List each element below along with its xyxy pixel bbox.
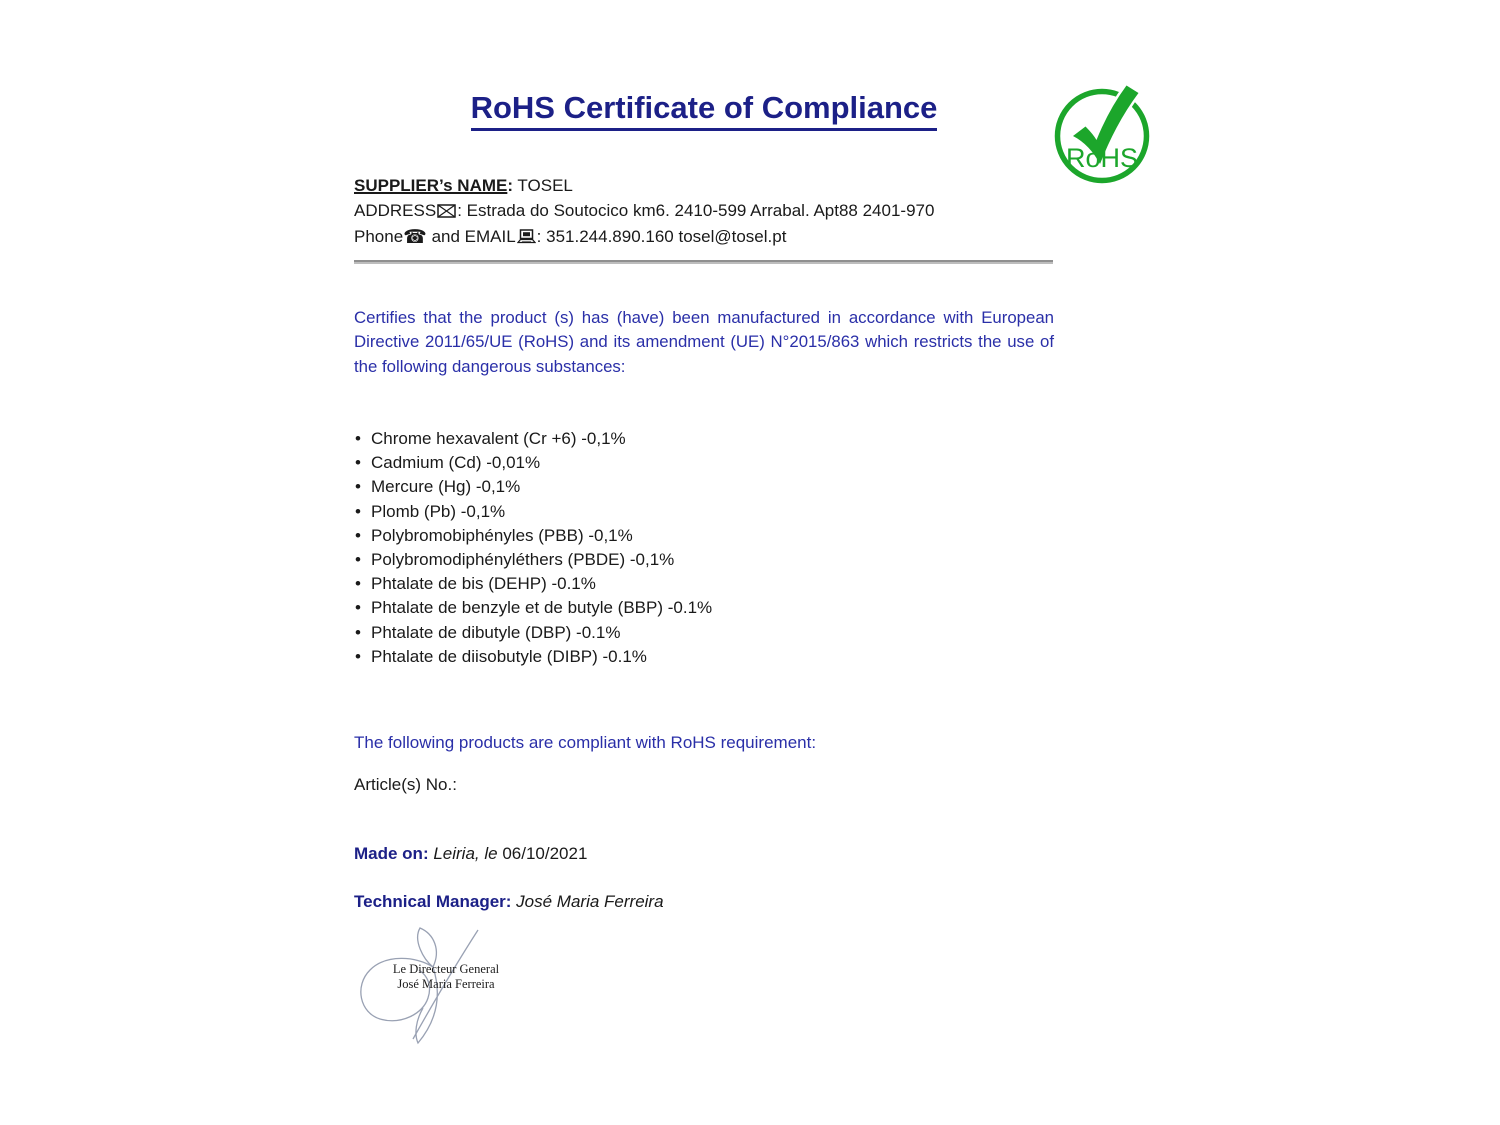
signature-block <box>356 920 576 1055</box>
envelope-icon <box>437 201 456 226</box>
article-number-label: Article(s) No.: <box>354 775 457 794</box>
substance-item: • Cadmium (Cd) -0,01% <box>355 451 1055 475</box>
made-on-line <box>354 844 1054 864</box>
signature-line1: Le Directeur General <box>392 962 500 976</box>
manager-label: Technical Manager: <box>354 892 512 911</box>
address-value: : Estrada do Soutocico km6. 2410-599 Arrabal. Apt88 2401-970 <box>457 200 935 220</box>
address-label: ADDRESS <box>354 200 437 220</box>
substance-item: • Phtalate de bis (DEHP) -0.1% <box>355 572 1055 596</box>
substance-item: • Mercure (Hg) -0,1% <box>355 475 1055 499</box>
supplier-block <box>354 174 1054 252</box>
rohs-logo <box>1050 80 1154 184</box>
supplier-address-line <box>354 199 1054 226</box>
made-on-date: 06/10/2021 <box>502 844 588 863</box>
made-on-label: Made on: <box>354 844 429 863</box>
section-divider <box>354 260 1053 264</box>
logo-text: RoHS <box>1065 143 1139 173</box>
contact-value: : 351.244.890.160 tosel@tosel.pt <box>536 227 787 246</box>
made-on-place: Leiria, le <box>428 844 503 863</box>
signature-text <box>356 962 536 991</box>
computer-icon <box>517 227 536 252</box>
supplier-name-colon: : <box>507 176 514 195</box>
substances-list <box>355 427 1055 669</box>
compliance-statement: The following products are compliant with RoHS requirement: <box>354 733 817 752</box>
phone-icon: ☎ <box>403 227 427 248</box>
supplier-name-line <box>354 174 1054 199</box>
signature-line2: José Maria Ferreira <box>397 976 495 991</box>
page-title: RoHS Certificate of Compliance <box>471 90 938 131</box>
supplier-name-value: TOSEL <box>513 176 573 195</box>
certification-paragraph: Certifies that the product (s) has (have) been manufactured in accordance with European Directive 2011/65/UE (RoHS) and its amendment (UE) N°2015/863 which restricts the use of the following dangerous substances: <box>354 308 1054 376</box>
technical-manager-line <box>354 892 1054 912</box>
supplier-name-label: SUPPLIER’s NAME <box>354 176 508 195</box>
substance-item: • Chrome hexavalent (Cr +6) -0,1% <box>355 427 1055 451</box>
substance-item: • Polybromodiphényléthers (PBDE) -0,1% <box>355 548 1055 572</box>
supplier-contact-line <box>354 225 1054 252</box>
manager-name: José Maria Ferreira <box>511 892 664 911</box>
phone-label: Phone <box>354 227 404 246</box>
substance-item: • Phtalate de diisobutyle (DIBP) -0.1% <box>355 645 1055 669</box>
substance-item: • Phtalate de benzyle et de butyle (BBP) -0.1% <box>355 596 1055 620</box>
substance-item: • Polybromobiphényles (PBB) -0,1% <box>355 524 1055 548</box>
substance-item: • Phtalate de dibutyle (DBP) -0.1% <box>355 621 1055 645</box>
email-label: and EMAIL <box>426 227 516 246</box>
rohs-logo-graphic <box>1050 80 1154 184</box>
title-wrap <box>354 90 1054 131</box>
substance-item: • Plomb (Pb) -0,1% <box>355 500 1055 524</box>
